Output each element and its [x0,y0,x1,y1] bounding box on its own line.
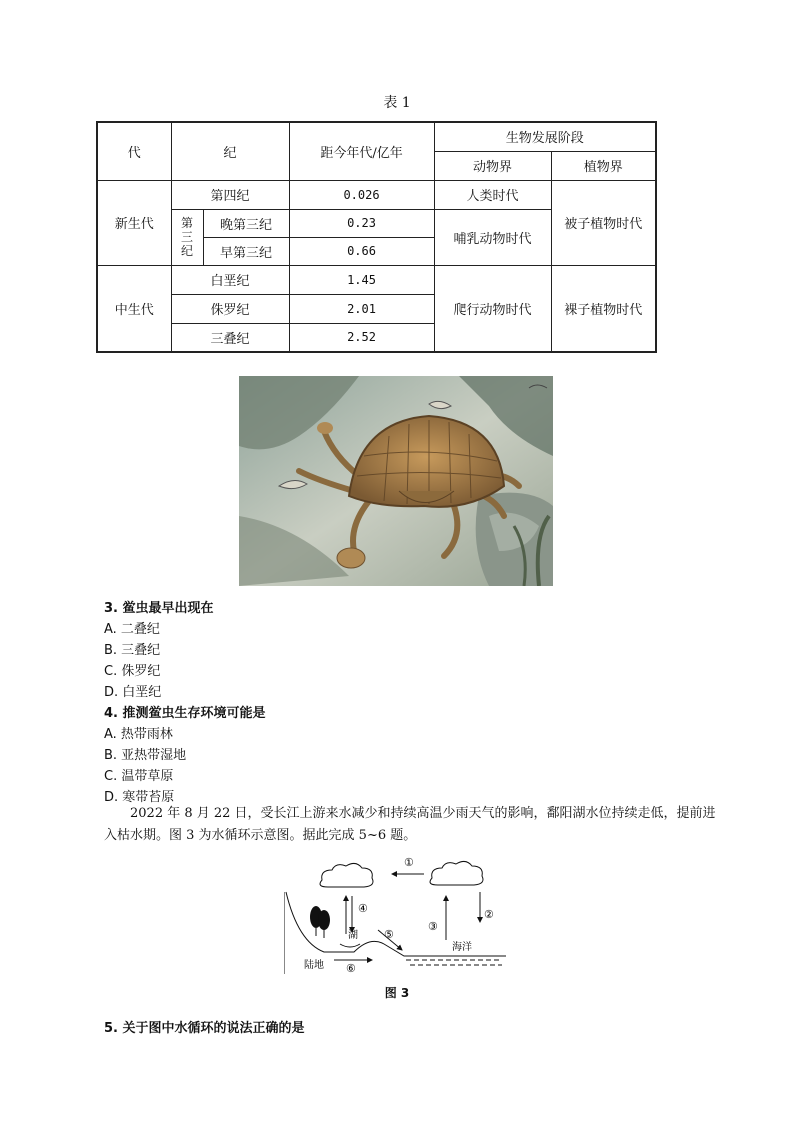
period-cretaceous: 白垩纪 [171,265,289,294]
label-land: 陆地 [304,960,324,971]
label-5: ⑤ [384,928,394,941]
label-4: ④ [358,902,368,915]
period-quaternary: 第四纪 [171,180,289,209]
label-ocean: 海洋 [452,942,472,953]
land-cloud [320,863,373,887]
header-age: 距今年代/亿年 [289,122,434,180]
horseshoe-crab-illustration [239,376,553,586]
q5-stem: 5. 关于图中水循环的说法正确的是 [104,1021,305,1036]
age-late-tertiary: 0.23 [289,209,434,237]
animal-human: 人类时代 [434,180,551,209]
period-jurassic: 侏罗纪 [171,294,289,323]
passage-line-2: 入枯水期。图 3 为水循环示意图。据此完成 5~6 题。 [104,828,417,843]
water-cycle-diagram [284,852,506,974]
age-early-tertiary: 0.66 [289,237,434,265]
period-early-tertiary: 早第三纪 [203,237,289,265]
ocean-cloud [430,861,483,885]
period-late-tertiary: 晚第三纪 [203,209,289,237]
label-lake: 湖 [348,930,358,941]
q3-option-b: B. 三叠纪 [104,643,161,658]
era-mesozoic: 中生代 [97,265,171,352]
age-quaternary: 0.026 [289,180,434,209]
figure-3-caption: 图 3 [384,986,410,1000]
tertiary-vertical-label: 第 三 纪 [180,216,193,258]
q4-option-b: B. 亚热带湿地 [104,748,187,763]
label-6: ⑥ [346,962,356,974]
passage-line-1: 2022 年 8 月 22 日，受长江上游来水减少和持续高温少雨天气的影响，鄱阳湖水位持续走低，提前进 [130,806,716,821]
q4-option-c: C. 温带草原 [104,769,174,784]
era-cenozoic: 新生代 [97,180,171,265]
header-animal: 动物界 [434,151,551,180]
table-caption: 表 1 [383,95,411,111]
label-3: ③ [428,920,438,933]
q3-option-d: D. 白垩纪 [104,685,162,700]
age-triassic: 2.52 [289,323,434,352]
animal-reptile: 爬行动物时代 [434,265,551,352]
period-triassic: 三叠纪 [171,323,289,352]
age-cretaceous: 1.45 [289,265,434,294]
q3-stem: 3. 鲎虫最早出现在 [104,601,214,616]
header-plant: 植物界 [551,151,656,180]
q3-option-a: A. 二叠纪 [104,622,160,637]
header-period: 纪 [171,122,289,180]
header-bio-stage: 生物发展阶段 [434,122,656,151]
label-2: ② [484,908,494,921]
period-tertiary [171,209,203,265]
geologic-time-table [96,121,657,353]
plant-gymnosperm: 裸子植物时代 [551,265,656,352]
q4-option-d: D. 寒带苔原 [104,790,175,805]
q4-stem: 4. 推测鲎虫生存环境可能是 [104,706,266,721]
animal-mammal: 哺乳动物时代 [434,209,551,265]
header-era: 代 [97,122,171,180]
q4-option-a: A. 热带雨林 [104,727,173,742]
age-jurassic: 2.01 [289,294,434,323]
q3-option-c: C. 侏罗纪 [104,664,161,679]
plant-angiosperm: 被子植物时代 [551,180,656,265]
label-1: ① [404,856,414,869]
